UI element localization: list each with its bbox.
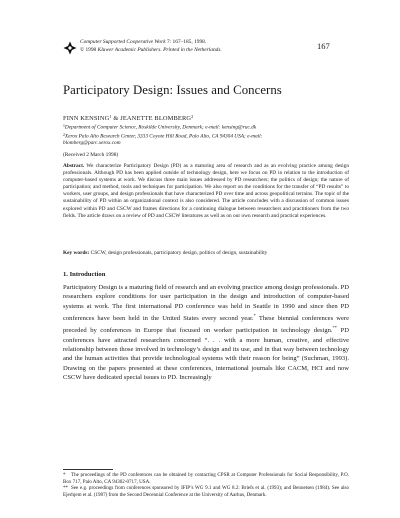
footnote-1 bbox=[63, 472, 349, 486]
footnote-2-text: See e.g. proceedings from conferences sponsored by IFIP’s WG 9.1 and WG 8.2: Briefs et al. (1993); and Bennetsen (1984). See also Ejerhjem et al. (1987) from the Second Decennial Conference at the University of Aarhus, Denmark. bbox=[63, 485, 349, 498]
kluwer-logo-icon bbox=[63, 41, 77, 55]
section-heading: 1. Introduction bbox=[63, 271, 106, 278]
journal-volume: 7: 167–185, 1998. bbox=[166, 39, 207, 45]
intro-text-2: These biennial conferences were preceded by conferences in Europe that focused on worker participation in technology design. bbox=[63, 315, 349, 335]
intro-text-1: Participatory Design is a maturing field of research and an evolving practice among design professionals. PD researchers explore conditions for user participation in the design and introduction of computer-based systems at work. The first international PD conference was held in Seattle in 1990 and since then PD conferences have been held in the United States every second year. bbox=[63, 284, 349, 323]
intro-text-3: PD conferences have attracted researchers concerned “. . . with a more human, creative, and effective relationship between those involved in technology’s design and its use, and in that way between technology and the human activities that provide technological systems with their reason for being” (Suchman, 1993). Drawing on the papers presented at these conferences, international journals like CACM, HCI and now CSCW have dedicated special issues to PD. Increasingly bbox=[63, 327, 349, 382]
affiliation-1: Department of Computer Science, Roskilde University, Denmark; e-mail: kensing@ruc.dk bbox=[64, 124, 257, 131]
footnote-ref-2[interactable]: ** bbox=[332, 325, 338, 331]
keywords-text: CSCW, design professionals, participatory design, politics of design, sustainability bbox=[90, 250, 268, 256]
abstract-label: Abstract. bbox=[63, 163, 85, 169]
received-date: (Received 2 March 1998) bbox=[63, 152, 119, 158]
affiliations: $^1$Department of Computer Science, Roskilde University, Denmark; e-mail: kensing@ruc.dk $^2$Xerox Palo Alto Research Center, 3333 Coyote Hill Road, Palo Alto, CA 94304 USA; e-mail: blomberg@parc.xerox.com bbox=[63, 124, 263, 146]
printed-location: Printed in the Netherlands. bbox=[163, 46, 222, 53]
copyright-year: © 1998 bbox=[80, 46, 97, 53]
author-kensing: FINN KENSING bbox=[63, 115, 110, 122]
page-number: 167 bbox=[317, 41, 330, 51]
introduction-body bbox=[63, 283, 349, 382]
affiliation-2: Xerox Palo Alto Research Center, 3333 Coyote Hill Road, Palo Alto, CA 94304 USA; e-mail: bbox=[64, 133, 263, 140]
author-blomberg: & JEANETTE BLOMBERG bbox=[111, 115, 192, 122]
footnote-2 bbox=[63, 485, 349, 499]
publisher-name: Kluwer Academic Publishers. bbox=[97, 46, 162, 53]
footnote-1-text: The proceedings of the PD conferences can be obtained by contacting CPSR at Computer Professionals for Social Responsibility, P.O. Box 717, Palo Alto, CA 94302-0717, USA. bbox=[63, 472, 349, 485]
footnote-1-mark: * bbox=[63, 472, 66, 478]
keywords bbox=[63, 250, 349, 257]
article-title: Participatory Design: Issues and Concerns bbox=[63, 83, 282, 97]
footnote-2-mark: ** bbox=[63, 485, 69, 491]
keywords-label: Key words: bbox=[63, 250, 90, 256]
affiliation-2-email: blomberg@parc.xerox.com bbox=[63, 140, 121, 146]
footnote-ref-1[interactable]: * bbox=[253, 312, 256, 318]
journal-name: Computer Supported Cooperative Work bbox=[80, 39, 166, 45]
journal-header bbox=[80, 39, 222, 54]
footnote-divider bbox=[63, 469, 113, 470]
author-list: FINN KENSING$^1$ & JEANETTE BLOMBERG$^2$ bbox=[63, 114, 194, 122]
abstract bbox=[63, 163, 349, 220]
abstract-text: We characterize Participatory Design (PD) as a maturing area of research and as an evolving practice among design professionals. Although PD has been applied outside of technology design, here we focus on PD in relation to the introduction of computer-based systems at work. We discuss three main issues addressed by PD researchers; the politics of design; the nature of participation; and method, tools and techniques for participation. We also report on the conditions for the transfer of “PD results” to workers, user groups, and design professionals that have characterized PD over time and across geopolitical terrains. The topic of the sustainability of PD within an organizational context is also considered. The article concludes with a discussion of common issues explored within PD and CSCW and frames directions for a continuing dialogue between researchers and practitioners from the two fields. The article draws on a review of PD and CSCW literatures as well as on our own research and practical experiences. bbox=[63, 163, 349, 219]
